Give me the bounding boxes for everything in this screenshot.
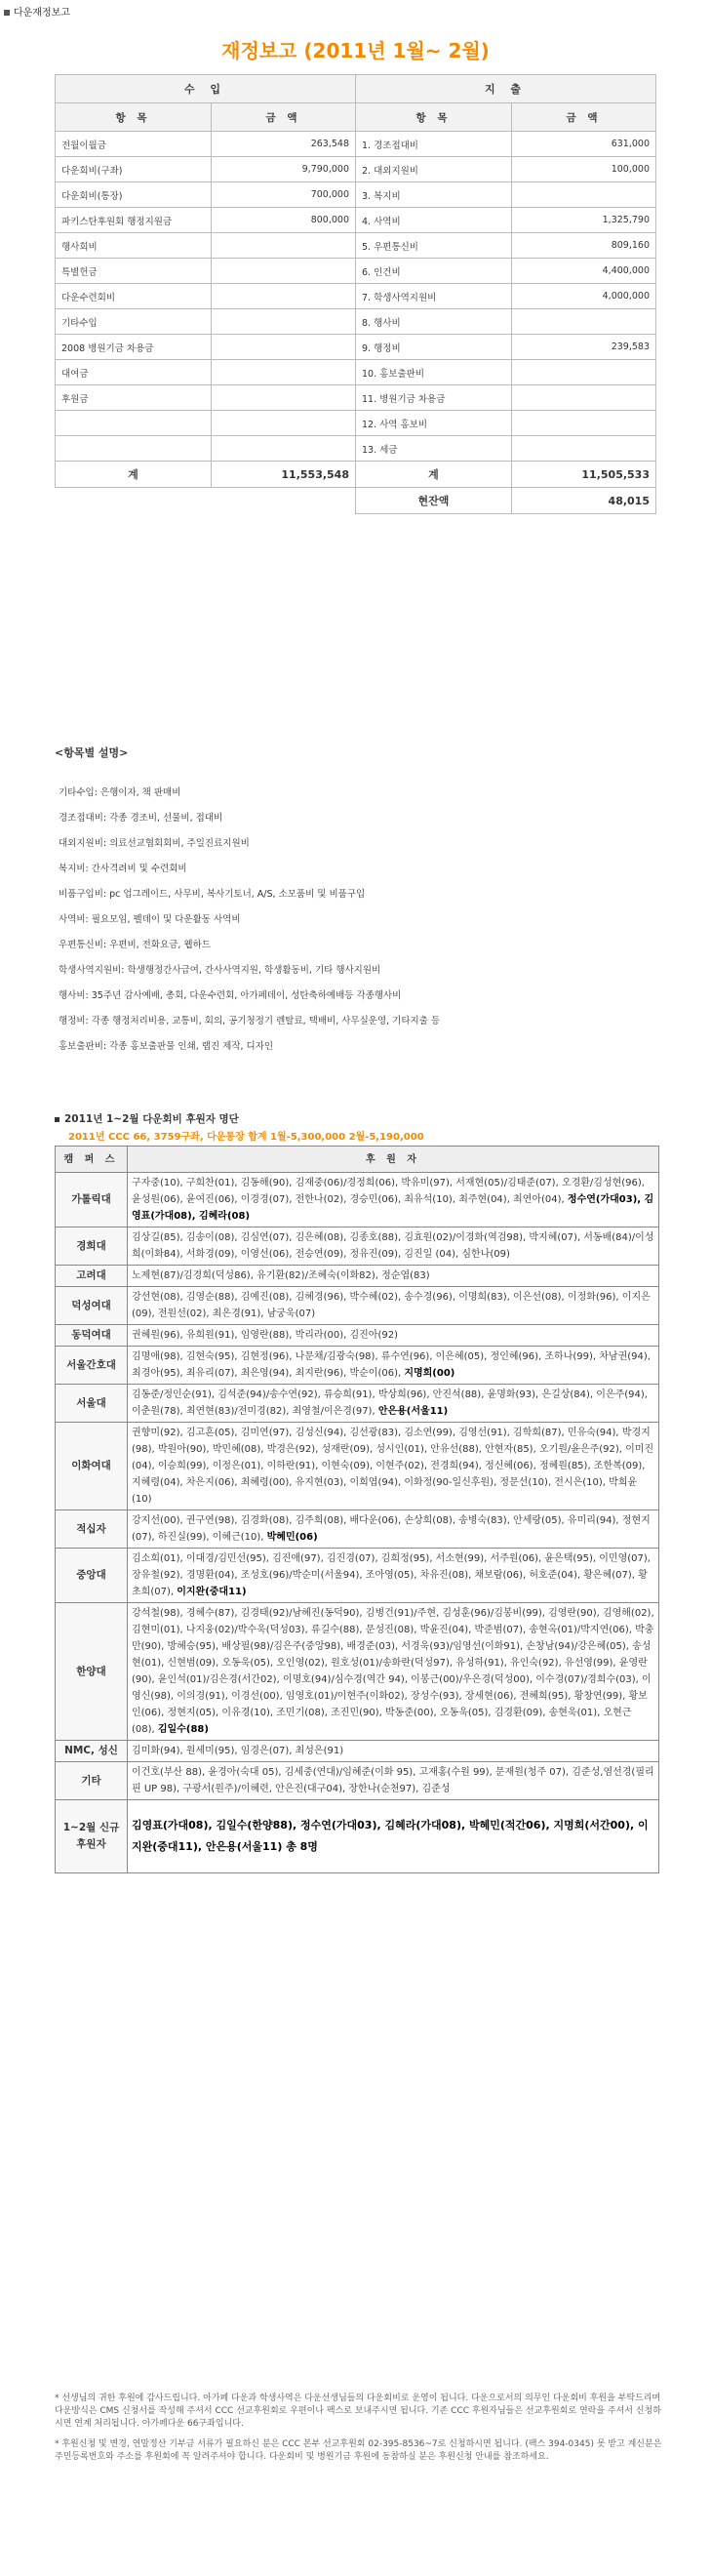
col-amount-header: 금 액 (512, 103, 656, 132)
new-donor-names: 김영표(가대08), 김일수(한양88), 정수연(가대03), 김혜라(가대08), 박혜민(적간06), 지명희(서간00), 이지완(중대11), 안은용(서울11) 총 8명 (132, 1819, 649, 1853)
campus-name: 고려대 (56, 1266, 128, 1287)
col-item-header: 항 목 (356, 103, 512, 132)
campus-name: 한양대 (56, 1603, 128, 1741)
donor-row (56, 1347, 659, 1385)
balance-value: 48,015 (512, 488, 656, 514)
finance-row (56, 360, 656, 385)
expense-amount (512, 182, 656, 208)
income-amount (212, 335, 356, 360)
expense-item: 3. 복지비 (356, 182, 512, 208)
new-donor-names: 김일수(88) (157, 1724, 209, 1735)
legend-item: 대외지원비: 의료선교협회회비, 주일진료지원비 (59, 838, 250, 849)
campus-name: 적십자 (56, 1510, 128, 1549)
expense-item: 9. 행정비 (356, 335, 512, 360)
donor-row (56, 1741, 659, 1762)
donor-row (56, 1228, 659, 1266)
campus-name: 동덕여대 (56, 1325, 128, 1347)
donor-list (128, 1510, 659, 1549)
donor-names: 강지선(00), 권구연(98), 김경화(08), 김주희(08), 배다운(06), 손상희(08), 송병숙(83), 안세랑(05), 유미리(94), 정현지(07), 하진실(99), 이혜근(10), (132, 1515, 651, 1543)
donor-names: 김명애(98), 김현숙(95), 김현정(96), 나문채/김광숙(98), 류수연(96), 이은혜(05), 정인혜(96), 조하나(99), 차남권(94), 최경아(95), 최유리(07), 최은영(94), 최지란(96), 박순이(06), (132, 1351, 651, 1379)
income-item (56, 436, 212, 462)
campus-name: 서울간호대 (56, 1347, 128, 1385)
donor-names: 강석철(98), 경혜수(87), 김경태(92)/남혜진(동덕90), 김병건(91)/주현, 김성훈(96)/김봉비(99), 김영란(90), 김영해(02), 김현미(01), 나지웅(02)/박수욱(덕성03), 류길수(88), 문성진(08), 박윤진(04), 박준범(07), 송현옥(01)/박지연(06), 박충만(90), 방혜승(95), 배상필(98)/김은주(중앙98), 배경준(03), 서경욱(93)/임영선(이화91), 손창남(94)/강은혜(05), 송성현(01), 신현범(09), 오동욱(05), 오인영(02), 원호성(01)/송화란(덕성97), 유성하(91), 유인숙(92), 유선영(99), 윤영란(90), 윤인석(01)/김은경(서간02), 이명호(94)/심수경(역간 94), 이봉근(00)/우은경(덕성00), 이수경(07)/경희수(03), 이영신(98), 이의경(91), 이경선(00), 임영호(01)/이현주(이화02), 장성수(93), 장세현(06), 전혜희(95), 황창연(99), 황보인(06), 정현지(05), 이유경(10), 조민기(08), 조진민(90), 박동준(00), 오동욱(05), 김경환(09), 송현욱(01), 오현근(08), (132, 1608, 654, 1735)
income-item: 2008 병원기금 차용금 (56, 335, 212, 360)
income-item: 기타수입 (56, 309, 212, 335)
legend-item: 사역비: 필요모임, 펠데이 및 다운활동 사역비 (59, 914, 241, 925)
donor-names: 구자중(10), 구희찬(01), 김동해(90), 김재중(06)/경정희(06), 박유미(97), 서재현(05)/김태준(07), 오경환/김성현(96), 윤성원(06), 윤여진(06), 이경경(07), 전한나(02), 경승민(06), 최유석(10), 최주현(04), 최연아(04), (132, 1178, 645, 1205)
finance-row (56, 385, 656, 411)
page-title: 재정보고 (2011년 1월~ 2월) (221, 39, 490, 62)
balance-label: 현잔액 (356, 488, 512, 514)
donor-list (128, 1800, 659, 1873)
donor-names: 권향미(92), 김고흔(05), 김미연(97), 김성신(94), 김선광(83), 김소연(99), 김영선(91), 김학희(87), 민유숙(94), 박경지(98), 박원아(90), 박민혜(08), 박경은(92), 성재란(09), 성시인(01), 안유선(88), 안현자(85), 오기원/윤은주(92), 이미진(04), 이승희(99), 이정은(01), 이하란(91), 이현숙(09), 이현주(02), 전경희(94), 정신혜(06), 정혜원(85), 조한복(09), 지혜령(04), 차은지(06), 최혜령(00), 유지현(03), 이희엽(94), 이화정(90-일신후원), 정문선(10), 전시은(10), 박희윤(10) (132, 1428, 654, 1505)
finance-row (56, 436, 656, 462)
expense-amount: 4,000,000 (512, 284, 656, 309)
expense-item: 4. 사역비 (356, 208, 512, 233)
expense-item: 1. 경조접대비 (356, 132, 512, 157)
donor-row (56, 1287, 659, 1325)
income-amount (212, 284, 356, 309)
income-amount: 263,548 (212, 132, 356, 157)
campus-name: 경희대 (56, 1228, 128, 1266)
expense-header: 지 출 (356, 75, 656, 103)
expense-item: 7. 학생사역지원비 (356, 284, 512, 309)
col-amount-header: 금 액 (212, 103, 356, 132)
expense-item: 10. 홍보출판비 (356, 360, 512, 385)
expense-amount: 100,000 (512, 157, 656, 182)
income-item: 파키스탄후원회 행정지원금 (56, 208, 212, 233)
legend-item: 경조접대비: 각종 경조비, 선물비, 접대비 (59, 813, 223, 824)
income-item: 전월이월금 (56, 132, 212, 157)
donor-names: 김미화(94), 원세미(95), 임경은(07), 최성은(91) (132, 1746, 344, 1756)
income-item: 대여금 (56, 360, 212, 385)
legend-item: 기타수입: 은행이자, 책 판매비 (59, 787, 181, 798)
new-donor-names: 이지완(중대11) (177, 1587, 247, 1597)
expense-amount: 239,583 (512, 335, 656, 360)
income-item: 행사회비 (56, 233, 212, 259)
campus-name: 가톨릭대 (56, 1173, 128, 1228)
finance-row (56, 132, 656, 157)
campus-name: 중앙대 (56, 1549, 128, 1603)
finance-row (56, 309, 656, 335)
expense-item: 5. 우편통신비 (356, 233, 512, 259)
expense-amount (512, 436, 656, 462)
donor-row (56, 1423, 659, 1510)
finance-row (56, 208, 656, 233)
campus-name: 덕성여대 (56, 1287, 128, 1325)
income-header: 수 입 (56, 75, 356, 103)
col-campus-header: 캠 퍼 스 (56, 1147, 128, 1173)
income-amount: 9,790,000 (212, 157, 356, 182)
donor-row (56, 1800, 659, 1873)
income-item: 다운수련회비 (56, 284, 212, 309)
legend-item: 학생사역지원비: 학생행정간사급여, 간사사역지원, 학생활동비, 기타 행사지원비 (59, 965, 381, 976)
donor-list (128, 1603, 659, 1741)
bullet-icon (4, 10, 10, 16)
legend-item: 행정비: 각종 행정처리비용, 교통비, 회의, 공기청정기 렌탈료, 택배비, 사무실운영, 기타지출 등 (59, 1016, 441, 1026)
donor-row (56, 1762, 659, 1800)
expense-item: 2. 대외지원비 (356, 157, 512, 182)
finance-row (56, 284, 656, 309)
income-amount (212, 436, 356, 462)
expense-amount (512, 309, 656, 335)
donor-list (128, 1423, 659, 1510)
expense-amount: 631,000 (512, 132, 656, 157)
expense-item: 6. 인건비 (356, 259, 512, 284)
legend-item: 우편통신비: 우편비, 전화요금, 웹하드 (59, 940, 211, 950)
donor-table (55, 1146, 659, 1873)
income-amount: 700,000 (212, 182, 356, 208)
campus-name: 서울대 (56, 1385, 128, 1423)
new-donor-names: 정수연(가대03), 김영표(가대08), 김혜라(08) (132, 1194, 654, 1222)
income-item: 다운회비(구좌) (56, 157, 212, 182)
income-amount (212, 385, 356, 411)
new-donor-names: 안은용(서울11) (377, 1406, 449, 1417)
finance-row (56, 182, 656, 208)
campus-name: 기타 (56, 1762, 128, 1800)
expense-amount (512, 385, 656, 411)
income-amount (212, 233, 356, 259)
legend-item: 비품구입비: pc 업그레이드, 사무비, 복사기토너, A/S, 소모품비 및 비품구입 (59, 889, 366, 900)
total-expense: 11,505,533 (512, 462, 656, 488)
donor-names: 김동준/정인순(91), 김석준(94)/송수연(92), 류승희(91), 박상희(96), 안진석(88), 윤명화(93), 은길상(84), 이은주(94), 이춘원(78), 최연현(83)/전미경(82), 최영철/이은경(97), (132, 1389, 648, 1417)
legend-item: 행사비: 35주년 감사예배, 총회, 다운수련회, 아가페데이, 성탄축하예배등 각종행사비 (59, 990, 402, 1001)
breadcrumb-label[interactable]: 다운재정보고 (14, 8, 70, 19)
expense-item: 12. 사역 홍보비 (356, 411, 512, 436)
footnotes (55, 2393, 667, 2472)
income-amount (212, 360, 356, 385)
donor-list (128, 1385, 659, 1423)
income-amount (212, 411, 356, 436)
donor-section-title-text: 2011년 1~2월 다운회비 후원자 명단 (64, 1113, 239, 1125)
donor-list (128, 1228, 659, 1266)
expense-item: 11. 병원기금 차용금 (356, 385, 512, 411)
legend-title: <항목별 설명> (55, 746, 129, 759)
legend-item: 홍보출판비: 각종 홍보출판물 인쇄, 랩진 제작, 디자인 (59, 1041, 274, 1052)
donor-names: 권혜원(96), 유희원(91), 임영란(88), 박리라(00), 김진아(92) (132, 1330, 398, 1341)
breadcrumb (4, 4, 70, 19)
donor-row (56, 1510, 659, 1549)
income-item: 특별헌금 (56, 259, 212, 284)
expense-amount: 809,160 (512, 233, 656, 259)
donor-list (128, 1266, 659, 1287)
donor-section-title (55, 1111, 239, 1126)
footnote: * 후원신청 및 변경, 연말정산 기부금 서류가 필요하신 분은 CCC 본부 선교후원회 02-395-8536~7로 신청하시면 됩니다. (팩스 394-0345) 못 받고 계신분은 주민등록번호와 주소를 후원회에 꼭 알려주셔야 합니다. 다운회비 및 병원기금 후원에 동참하실 분은 후원신청 안내를 참조하세요. (55, 2439, 662, 2462)
income-item: 후원금 (56, 385, 212, 411)
expense-item: 13. 세금 (356, 436, 512, 462)
donor-list (128, 1173, 659, 1228)
donor-row (56, 1173, 659, 1228)
donor-row (56, 1603, 659, 1741)
expense-amount (512, 411, 656, 436)
donor-list (128, 1549, 659, 1603)
finance-row (56, 411, 656, 436)
finance-row (56, 259, 656, 284)
donor-list (128, 1741, 659, 1762)
expense-item: 8. 행사비 (356, 309, 512, 335)
donor-names: 김소희(01), 이대경/김민선(95), 김진애(97), 김진경(07), 김희정(95), 서소현(99), 서주원(06), 윤은택(95), 이민영(07), 장유철(92), 경명환(04), 조성호(96)/박순미(서울94), 조아영(05), 차유진(08), 채보람(06), 허호준(04), 황은혜(07), 황초희(07), (132, 1553, 651, 1597)
donor-section-subtitle: 2011년 CCC 66, 3759구좌, 다운통장 합계 1월-5,300,000 2월-5,190,000 (68, 1132, 424, 1143)
donor-list (128, 1762, 659, 1800)
income-item (56, 411, 212, 436)
col-item-header: 항 목 (56, 103, 212, 132)
campus-name: NMC, 성신 (56, 1741, 128, 1762)
finance-row (56, 233, 656, 259)
finance-row (56, 335, 656, 360)
legend-item: 복지비: 간사격려비 및 수련회비 (59, 864, 187, 874)
campus-name: 이화여대 (56, 1423, 128, 1510)
legend-list (59, 781, 683, 1060)
donor-row (56, 1325, 659, 1347)
finance-table (55, 74, 656, 514)
donor-names: 김상길(85), 김송이(08), 김심연(07), 김은혜(08), 김종호(88), 김효원(02)/이경화(역검98), 박지혜(07), 서동배(84)/이성희(이화84), 서화경(09), 이영선(06), 전승연(09), 정유진(09), 김진일 (04), 심한나(09) (132, 1232, 654, 1260)
bullet-icon (55, 1117, 59, 1122)
finance-row (56, 157, 656, 182)
income-amount: 800,000 (212, 208, 356, 233)
total-label: 계 (56, 462, 212, 488)
campus-name: 1~2월 신규후원자 (56, 1800, 128, 1873)
expense-amount (512, 360, 656, 385)
donor-list (128, 1347, 659, 1385)
footnote: * 선생님의 귀한 후원에 감사드립니다. 아가페 다운과 학생사역은 다운선생님들의 다운회비로 운영이 됩니다. 다운으로서의 의무인 다운회비 후원을 부탁드리며 다운방식은 CMS 신청서를 작성해 주셔서 CCC 선교후원회로 우편이나 팩스로 보내주시면 됩니다. 기존 CCC 후원자님들은 선교후원회로 연락을 주셔서 신청하시면 연계 처리됩니다. 아가페다운 66구좌입니다. (55, 2394, 661, 2429)
donor-row (56, 1266, 659, 1287)
total-label: 계 (356, 462, 512, 488)
expense-amount: 4,400,000 (512, 259, 656, 284)
donor-row (56, 1385, 659, 1423)
income-item: 다운회비(통장) (56, 182, 212, 208)
new-donor-names: 지명희(00) (404, 1368, 455, 1379)
donor-row (56, 1549, 659, 1603)
donor-names: 노제현(87)/김경희(덕성86), 유기환(82)/조혜숙(이화82), 정순엽(83) (132, 1270, 430, 1281)
donor-names: 강선현(08), 김영순(88), 김예진(08), 김혜경(96), 박수혜(02), 송수경(96), 이명희(83), 이은선(08), 이정화(96), 이지은(09), 전원선(02), 최은경(91), 남궁욱(07) (132, 1292, 651, 1319)
new-donor-names: 박혜민(06) (266, 1532, 318, 1543)
donor-list (128, 1325, 659, 1347)
total-income: 11,553,548 (212, 462, 356, 488)
col-donor-header: 후 원 자 (128, 1147, 659, 1173)
donor-names: 이건호(부산 88), 윤경아(숙대 05), 김세중(연대)/임혜준(이화 95), 고재홍(수원 99), 문재원(청주 07), 김준성,염선경(필리핀 UP 98), 구광서(원주)/이혜련, 안은진(대구04), 장한나(순천97), 김준성 (132, 1767, 654, 1794)
income-amount (212, 309, 356, 335)
donor-list (128, 1287, 659, 1325)
income-amount (212, 259, 356, 284)
expense-amount: 1,325,790 (512, 208, 656, 233)
